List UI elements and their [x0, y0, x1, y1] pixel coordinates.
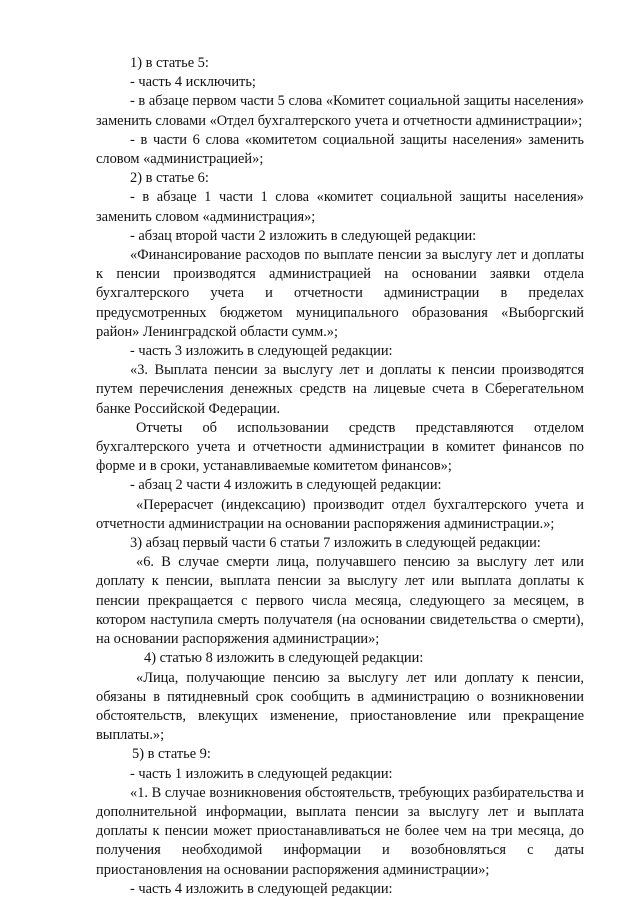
paragraph: «Перерасчет (индексацию) производит отдел бухгалтерского учета и отчетности администрации на основании распоряжения администрации.»;	[96, 496, 584, 532]
paragraph: - часть 1 изложить в следующей редакции:	[130, 765, 393, 782]
paragraph: «Финансирование расходов по выплате пенсии за выслугу лет и доплаты к пенсии производятся администрацией на основании заявки отдела бухгалтерского учета и отчетности администрации в пределах предусмотренных бюджетом муниципального образования «Выборгский район» Ленинградской области сумм.»;	[96, 247, 584, 340]
paragraph: - абзац 2 части 4 изложить в следующей редакции:	[130, 477, 442, 494]
paragraph: - абзац второй части 2 изложить в следующей редакции:	[130, 227, 477, 244]
paragraph: - часть 4 изложить в следующей редакции:	[130, 880, 393, 897]
document-body	[96, 54, 584, 899]
paragraph: «1. В случае возникновения обстоятельств, требующих разбирательства и дополнительной информации, выплата пенсии за выслугу лет и выплата доплаты к пенсии может приостанавливаться не более чем на три месяца, до получения необходимой информации и возобновляться с даты приостановления на основании распоряжения администрации»;	[96, 784, 584, 878]
paragraph: «6. В случае смерти лица, получавшего пенсию за выслугу лет или доплату к пенсии, выплата пенсии за выслугу лет или выплата доплаты к пенсии прекращается с первого числа месяца, следующего за месяцем, в котором наступила смерть получателя (на основании свидетельства о смерти), на основании распоряжения администрации»;	[96, 554, 584, 648]
paragraph: 1) в статье 5:	[130, 55, 209, 71]
paragraph: «Лица, получающие пенсию за выслугу лет или доплату к пенсии, обязаны в пятидневный срок сообщить в администрацию о возникновении обстоятельств, влекущих изменение, приостановление или прекращение выплаты.»;	[96, 669, 584, 744]
paragraph: 4) статью 8 изложить в следующей редакции:	[144, 650, 424, 667]
paragraph: - в части 6 слова «комитетом социальной защиты населения» заменить словом «администрацией»;	[96, 131, 584, 168]
paragraph: 3) абзац первый части 6 статьи 7 изложить в следующей редакции:	[130, 535, 541, 552]
paragraph: - часть 3 изложить в следующей редакции:	[130, 343, 393, 360]
paragraph: - в абзаце 1 части 1 слова «комитет социальной защиты населения» заменить словом «администрация»;	[96, 189, 584, 225]
paragraph: 2) в статье 6:	[130, 170, 209, 187]
paragraph: 5) в статье 9:	[132, 746, 211, 763]
paragraph: - в абзаце первом части 5 слова «Комитет социальной защиты населения» заменить словами «Отдел бухгалтерского учета и отчетности администрации»;	[96, 93, 584, 129]
paragraph: - часть 4 исключить;	[130, 74, 256, 91]
paragraph: Отчеты об использовании средств представляются отделом бухгалтерского учета и отчетности администрации в комитет финансов по форме и в сроки, устанавливаемые комитетом финансов»;	[96, 419, 584, 475]
paragraph: «3. Выплата пенсии за выслугу лет и доплаты к пенсии производятся путем перечисления денежных средств на лицевые счета в Сберегательном банке Российской Федерации.	[96, 362, 584, 417]
